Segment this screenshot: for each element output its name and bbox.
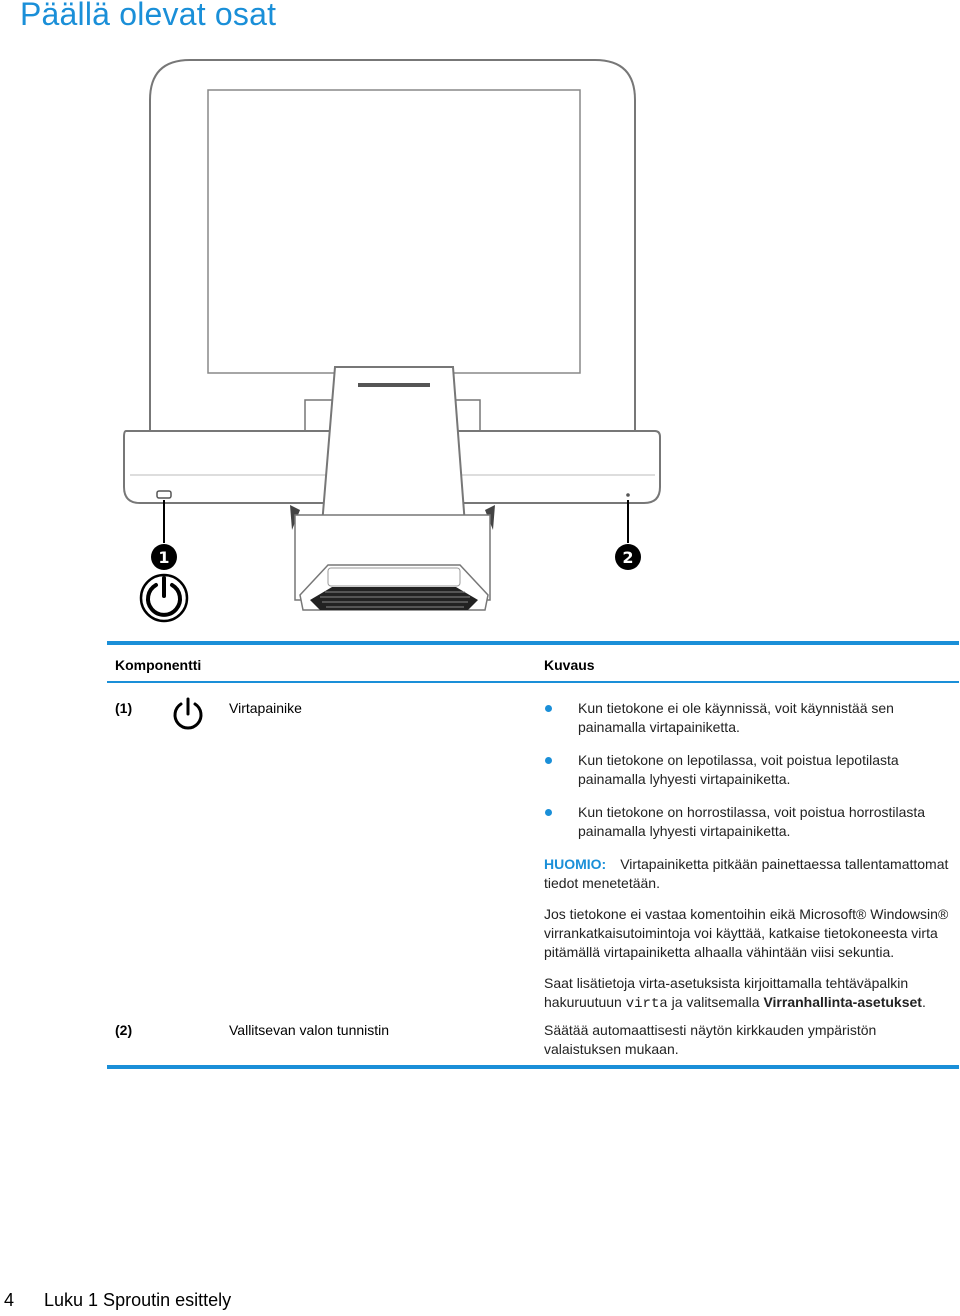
paragraph: Jos tietokone ei vastaa komentoihin eikä Microsoft® Windowsin® virrankatkaisutoimintoja voi käyttää, katkaise tietokoneesta virta pitämällä virtapainiketta alhaalla vähintään viisi sekuntia. — [544, 906, 949, 960]
component-name: Vallitsevan valon tunnistin — [229, 1022, 390, 1038]
table-row — [107, 1019, 959, 1065]
note-label: HUOMIO: — [544, 856, 607, 872]
header-component: Komponentti — [115, 657, 202, 673]
page-number: 4 — [4, 1290, 15, 1310]
note-text: Virtapainiketta pitkään painettaessa tallentamattomat tiedot menetetään. — [544, 856, 949, 891]
row-number: (1) — [115, 700, 133, 716]
power-icon — [141, 575, 187, 621]
row-number: (2) — [115, 1022, 133, 1038]
device-illustration — [100, 55, 680, 635]
callout-2 — [615, 544, 641, 570]
bold-term: Virranhallinta-asetukset — [763, 994, 922, 1010]
svg-text:2: 2 — [622, 548, 634, 567]
table-header — [107, 645, 959, 683]
page-footer — [4, 1290, 231, 1311]
page-title: Päällä olevat osat — [20, 0, 277, 32]
bullet-dot — [545, 757, 552, 764]
list-item: Kun tietokone ei ole käynnissä, voit käynnistää sen painamalla virtapainiketta. — [544, 699, 954, 737]
svg-text:1: 1 — [158, 548, 170, 567]
header-description: Kuvaus — [544, 657, 595, 673]
chapter-title: Luku 1 Sproutin esittely — [44, 1290, 232, 1310]
power-icon — [171, 697, 205, 731]
note — [544, 855, 954, 893]
description — [544, 699, 954, 1026]
components-table — [107, 641, 959, 1069]
inline-code: virta — [625, 996, 668, 1012]
list-item: Kun tietokone on lepotilassa, voit poistua lepotilasta painamalla lyhyesti virtapainiketta. — [544, 751, 954, 789]
sprout-front-view — [100, 55, 680, 635]
callout-1 — [151, 544, 177, 570]
bullet-dot — [545, 705, 552, 712]
component-name: Virtapainike — [229, 700, 302, 716]
paragraph: Saat lisätietoja virta-asetuksista kirjoittamalla tehtäväpalkin hakuruutuun virta ja valitsemalla Virranhallinta-asetukset. — [544, 975, 926, 1012]
list-item: Kun tietokone on horrostilassa, voit poistua horrostilasta painamalla lyhyesti virtapainiketta. — [544, 803, 954, 841]
bullet-dot — [545, 809, 552, 816]
table-row — [107, 683, 959, 1019]
description: Säätää automaattisesti näytön kirkkauden ympäristön valaistuksen mukaan. — [544, 1022, 877, 1057]
